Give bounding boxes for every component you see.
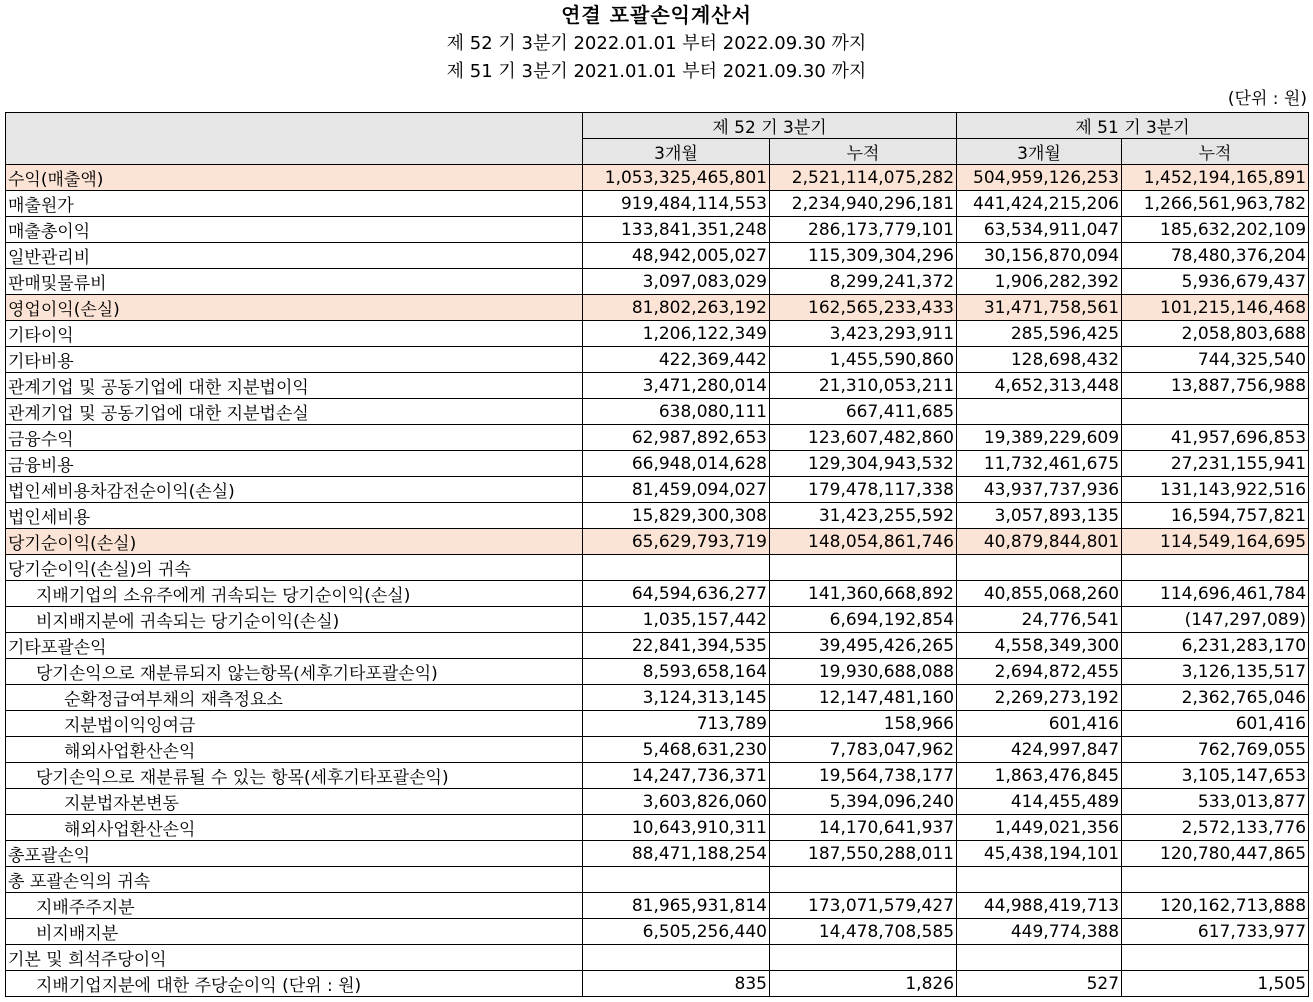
row-value: 5,394,096,240 xyxy=(770,789,957,815)
header-sub-prior-cum: 누적 xyxy=(1122,139,1309,165)
table-row xyxy=(6,737,1309,763)
row-value xyxy=(583,945,770,971)
row-value: 1,206,122,349 xyxy=(583,321,770,347)
row-value: 131,143,922,516 xyxy=(1122,477,1309,503)
row-label: 기타포괄손익 xyxy=(6,633,583,659)
row-value: 48,942,005,027 xyxy=(583,243,770,269)
row-value: 39,495,426,265 xyxy=(770,633,957,659)
row-value: 123,607,482,860 xyxy=(770,425,957,451)
row-value: 601,416 xyxy=(957,711,1122,737)
row-label: 지배기업지분에 대한 주당순이익 (단위 : 원) xyxy=(6,971,583,997)
table-row xyxy=(6,789,1309,815)
row-value: 3,124,313,145 xyxy=(583,685,770,711)
row-value: 15,829,300,308 xyxy=(583,503,770,529)
row-value: 13,887,756,988 xyxy=(1122,373,1309,399)
table-row xyxy=(6,763,1309,789)
table-row xyxy=(6,217,1309,243)
row-label: 지분법자본변동 xyxy=(6,789,583,815)
row-label: 금융비용 xyxy=(6,451,583,477)
row-value: 129,304,943,532 xyxy=(770,451,957,477)
row-label: 법인세비용 xyxy=(6,503,583,529)
header-period-prior: 제 51 기 3분기 xyxy=(957,113,1309,139)
row-label: 지배기업의 소유주에게 귀속되는 당기순이익(손실) xyxy=(6,581,583,607)
table-row xyxy=(6,919,1309,945)
row-value: 66,948,014,628 xyxy=(583,451,770,477)
row-value: 101,215,146,468 xyxy=(1122,295,1309,321)
row-label: 기타비용 xyxy=(6,347,583,373)
row-label: 당기손익으로 재분류될 수 있는 항목(세후기타포괄손익) xyxy=(6,763,583,789)
row-value: 286,173,779,101 xyxy=(770,217,957,243)
row-value: 1,906,282,392 xyxy=(957,269,1122,295)
row-value: 1,266,561,963,782 xyxy=(1122,191,1309,217)
row-value: 162,565,233,433 xyxy=(770,295,957,321)
row-value: 2,269,273,192 xyxy=(957,685,1122,711)
row-label: 금융수익 xyxy=(6,425,583,451)
statement-rows xyxy=(6,165,1309,997)
table-row xyxy=(6,581,1309,607)
row-value: 414,455,489 xyxy=(957,789,1122,815)
row-value: 78,480,376,204 xyxy=(1122,243,1309,269)
row-label: 비지배지분에 귀속되는 당기순이익(손실) xyxy=(6,607,583,633)
row-value: 173,071,579,427 xyxy=(770,893,957,919)
row-value xyxy=(1122,867,1309,893)
table-row xyxy=(6,321,1309,347)
row-value: 2,694,872,455 xyxy=(957,659,1122,685)
row-value: 40,879,844,801 xyxy=(957,529,1122,555)
row-label: 지분법이익잉여금 xyxy=(6,711,583,737)
row-value: 2,362,765,046 xyxy=(1122,685,1309,711)
row-value: 3,097,083,029 xyxy=(583,269,770,295)
row-value: 601,416 xyxy=(1122,711,1309,737)
row-value xyxy=(770,555,957,581)
row-value: 617,733,977 xyxy=(1122,919,1309,945)
row-value: 114,696,461,784 xyxy=(1122,581,1309,607)
row-label: 해외사업환산손익 xyxy=(6,737,583,763)
table-row xyxy=(6,425,1309,451)
table-row xyxy=(6,191,1309,217)
row-label: 총 포괄손익의 귀속 xyxy=(6,867,583,893)
row-value: 835 xyxy=(583,971,770,997)
row-value: 3,057,893,135 xyxy=(957,503,1122,529)
row-value: 81,965,931,814 xyxy=(583,893,770,919)
table-row xyxy=(6,711,1309,737)
row-value: 81,802,263,192 xyxy=(583,295,770,321)
table-row xyxy=(6,607,1309,633)
table-row xyxy=(6,529,1309,555)
income-statement-table xyxy=(5,112,1309,997)
unit-note: (단위 : 원) xyxy=(1227,89,1307,109)
row-value: 14,170,641,937 xyxy=(770,815,957,841)
row-value: 133,841,351,248 xyxy=(583,217,770,243)
header-sub-prior-3m: 3개월 xyxy=(957,139,1122,165)
row-value: 63,534,911,047 xyxy=(957,217,1122,243)
row-value: 120,162,713,888 xyxy=(1122,893,1309,919)
row-value: 2,234,940,296,181 xyxy=(770,191,957,217)
row-value: 11,732,461,675 xyxy=(957,451,1122,477)
table-row xyxy=(6,269,1309,295)
row-value: 2,572,133,776 xyxy=(1122,815,1309,841)
table-row xyxy=(6,971,1309,997)
table-row xyxy=(6,633,1309,659)
row-value: 114,549,164,695 xyxy=(1122,529,1309,555)
row-value: 1,053,325,465,801 xyxy=(583,165,770,191)
row-label: 비지배지분 xyxy=(6,919,583,945)
row-value: 14,478,708,585 xyxy=(770,919,957,945)
row-value: 533,013,877 xyxy=(1122,789,1309,815)
row-value xyxy=(957,555,1122,581)
row-value: 8,593,658,164 xyxy=(583,659,770,685)
row-value: 185,632,202,109 xyxy=(1122,217,1309,243)
row-value: 12,147,481,160 xyxy=(770,685,957,711)
row-label: 관계기업 및 공동기업에 대한 지분법이익 xyxy=(6,373,583,399)
row-value: 30,156,870,094 xyxy=(957,243,1122,269)
row-value xyxy=(770,945,957,971)
row-value: 504,959,126,253 xyxy=(957,165,1122,191)
row-label: 수익(매출액) xyxy=(6,165,583,191)
row-value: 88,471,188,254 xyxy=(583,841,770,867)
row-value xyxy=(957,945,1122,971)
row-label: 관계기업 및 공동기업에 대한 지분법손실 xyxy=(6,399,583,425)
row-value: 44,988,419,713 xyxy=(957,893,1122,919)
row-value: 62,987,892,653 xyxy=(583,425,770,451)
row-value: 14,247,736,371 xyxy=(583,763,770,789)
row-value xyxy=(1122,399,1309,425)
row-value: 713,789 xyxy=(583,711,770,737)
row-value: 27,231,155,941 xyxy=(1122,451,1309,477)
table-row xyxy=(6,503,1309,529)
row-value: 8,299,241,372 xyxy=(770,269,957,295)
row-value: 1,505 xyxy=(1122,971,1309,997)
row-label: 순확정급여부채의 재측정요소 xyxy=(6,685,583,711)
header-period-current: 제 52 기 3분기 xyxy=(583,113,957,139)
row-value: 31,471,758,561 xyxy=(957,295,1122,321)
row-value: 40,855,068,260 xyxy=(957,581,1122,607)
row-value: 148,054,861,746 xyxy=(770,529,957,555)
row-value: 5,936,679,437 xyxy=(1122,269,1309,295)
row-value: 6,231,283,170 xyxy=(1122,633,1309,659)
table-row xyxy=(6,399,1309,425)
header-sub-current-cum: 누적 xyxy=(770,139,957,165)
row-value: 3,105,147,653 xyxy=(1122,763,1309,789)
table-row xyxy=(6,477,1309,503)
row-value: 919,484,114,553 xyxy=(583,191,770,217)
row-value: 667,411,685 xyxy=(770,399,957,425)
row-value: 762,769,055 xyxy=(1122,737,1309,763)
row-value: 1,452,194,165,891 xyxy=(1122,165,1309,191)
table-row xyxy=(6,815,1309,841)
row-value: 2,058,803,688 xyxy=(1122,321,1309,347)
row-label: 해외사업환산손익 xyxy=(6,815,583,841)
row-value: 16,594,757,821 xyxy=(1122,503,1309,529)
table-row xyxy=(6,243,1309,269)
row-value: 19,564,738,177 xyxy=(770,763,957,789)
table-row xyxy=(6,347,1309,373)
row-value: 120,780,447,865 xyxy=(1122,841,1309,867)
row-value xyxy=(1122,555,1309,581)
row-value: 1,863,476,845 xyxy=(957,763,1122,789)
row-label: 지배주주지분 xyxy=(6,893,583,919)
row-value: 1,449,021,356 xyxy=(957,815,1122,841)
row-value: 22,841,394,535 xyxy=(583,633,770,659)
row-label: 당기순이익(손실)의 귀속 xyxy=(6,555,583,581)
table-row xyxy=(6,659,1309,685)
table-row xyxy=(6,555,1309,581)
row-value: 4,652,313,448 xyxy=(957,373,1122,399)
row-label: 영업이익(손실) xyxy=(6,295,583,321)
row-value: 128,698,432 xyxy=(957,347,1122,373)
row-value xyxy=(583,867,770,893)
row-value: 187,550,288,011 xyxy=(770,841,957,867)
row-value: 179,478,117,338 xyxy=(770,477,957,503)
row-value: 638,080,111 xyxy=(583,399,770,425)
row-value: 424,997,847 xyxy=(957,737,1122,763)
row-value: 21,310,053,211 xyxy=(770,373,957,399)
row-value xyxy=(957,399,1122,425)
table-row xyxy=(6,893,1309,919)
row-value: 5,468,631,230 xyxy=(583,737,770,763)
row-value: 65,629,793,719 xyxy=(583,529,770,555)
row-label: 당기순이익(손실) xyxy=(6,529,583,555)
row-value: 45,438,194,101 xyxy=(957,841,1122,867)
row-value: 19,389,229,609 xyxy=(957,425,1122,451)
statement-title: 연결 포괄손익계산서 xyxy=(561,3,752,27)
row-value: 2,521,114,075,282 xyxy=(770,165,957,191)
table-row xyxy=(6,451,1309,477)
row-value: 141,360,668,892 xyxy=(770,581,957,607)
table-row xyxy=(6,841,1309,867)
row-value: 24,776,541 xyxy=(957,607,1122,633)
row-value: 31,423,255,592 xyxy=(770,503,957,529)
row-value: 449,774,388 xyxy=(957,919,1122,945)
row-value xyxy=(1122,945,1309,971)
row-value: 7,783,047,962 xyxy=(770,737,957,763)
table-row xyxy=(6,685,1309,711)
table-row xyxy=(6,295,1309,321)
row-value: 422,369,442 xyxy=(583,347,770,373)
period-current-line: 제 52 기 3분기 2022.01.01 부터 2022.09.30 까지 xyxy=(446,33,867,54)
row-label: 법인세비용차감전순이익(손실) xyxy=(6,477,583,503)
row-label: 일반관리비 xyxy=(6,243,583,269)
row-value xyxy=(770,867,957,893)
row-value: 4,558,349,300 xyxy=(957,633,1122,659)
row-value: 441,424,215,206 xyxy=(957,191,1122,217)
row-value: (147,297,089) xyxy=(1122,607,1309,633)
row-label: 총포괄손익 xyxy=(6,841,583,867)
row-value xyxy=(583,555,770,581)
row-value: 1,035,157,442 xyxy=(583,607,770,633)
row-label: 기타이익 xyxy=(6,321,583,347)
header-account-cell xyxy=(6,113,583,165)
row-value: 43,937,737,936 xyxy=(957,477,1122,503)
row-value: 6,505,256,440 xyxy=(583,919,770,945)
row-value: 3,471,280,014 xyxy=(583,373,770,399)
row-label: 기본 및 희석주당이익 xyxy=(6,945,583,971)
row-value: 158,966 xyxy=(770,711,957,737)
period-prior-line: 제 51 기 3분기 2021.01.01 부터 2021.09.30 까지 xyxy=(446,61,867,82)
row-value: 744,325,540 xyxy=(1122,347,1309,373)
row-value: 527 xyxy=(957,971,1122,997)
row-value: 41,957,696,853 xyxy=(1122,425,1309,451)
row-label: 매출총이익 xyxy=(6,217,583,243)
row-label: 매출원가 xyxy=(6,191,583,217)
table-row xyxy=(6,373,1309,399)
table-row xyxy=(6,165,1309,191)
header-sub-current-3m: 3개월 xyxy=(583,139,770,165)
row-value: 6,694,192,854 xyxy=(770,607,957,633)
row-value: 19,930,688,088 xyxy=(770,659,957,685)
row-value: 64,594,636,277 xyxy=(583,581,770,607)
row-value: 1,826 xyxy=(770,971,957,997)
row-value: 10,643,910,311 xyxy=(583,815,770,841)
table-row xyxy=(6,945,1309,971)
row-value: 81,459,094,027 xyxy=(583,477,770,503)
row-value xyxy=(957,867,1122,893)
row-value: 1,455,590,860 xyxy=(770,347,957,373)
row-value: 3,126,135,517 xyxy=(1122,659,1309,685)
table-row xyxy=(6,867,1309,893)
row-label: 판매및물류비 xyxy=(6,269,583,295)
row-value: 115,309,304,296 xyxy=(770,243,957,269)
row-value: 3,423,293,911 xyxy=(770,321,957,347)
row-value: 285,596,425 xyxy=(957,321,1122,347)
header-row-periods xyxy=(6,113,1309,139)
row-label: 당기손익으로 재분류되지 않는항목(세후기타포괄손익) xyxy=(6,659,583,685)
row-value: 3,603,826,060 xyxy=(583,789,770,815)
